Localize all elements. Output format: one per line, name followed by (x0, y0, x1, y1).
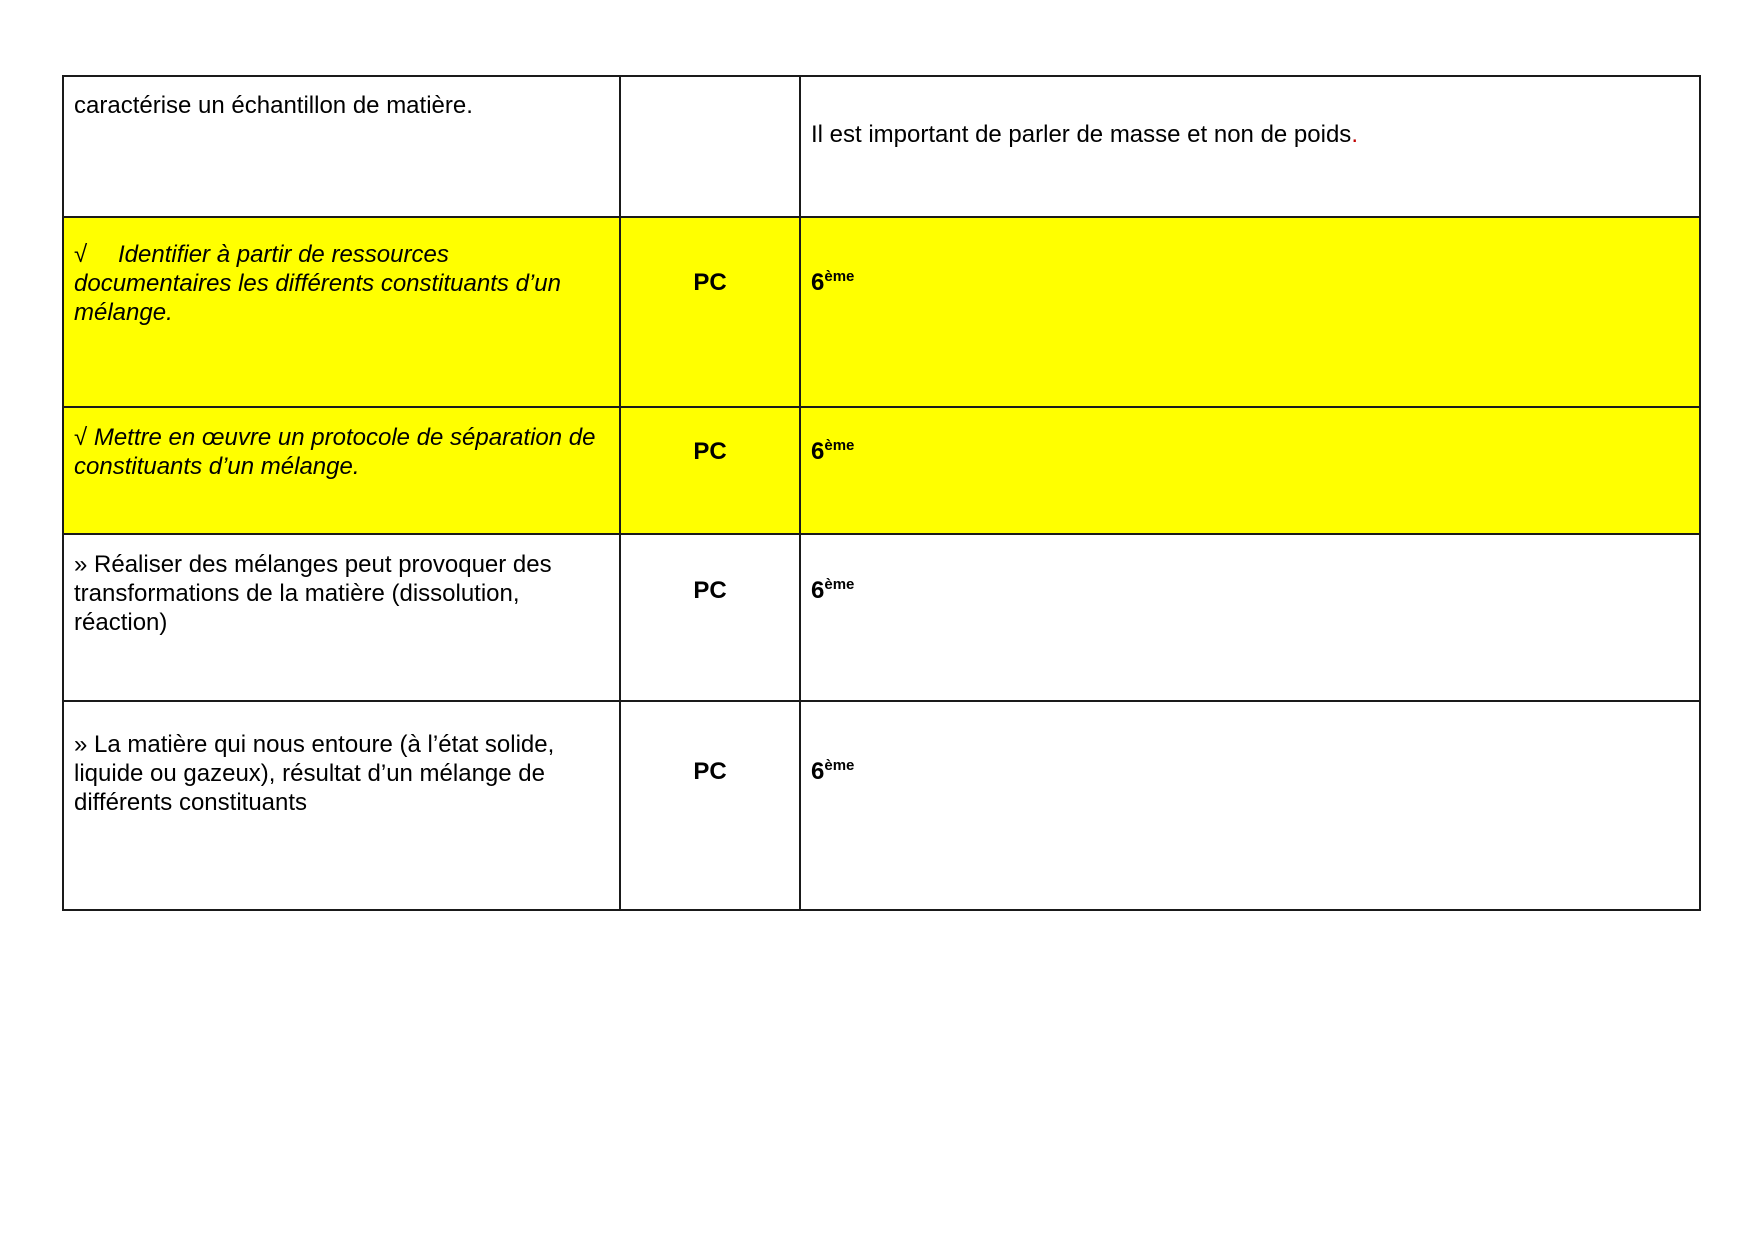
table-row (63, 534, 1700, 701)
grade-cell (800, 534, 1700, 701)
check-mark: √ (74, 424, 88, 451)
table-row (63, 407, 1700, 534)
note-text: Il est important de parler de masse et non de poids (811, 121, 1352, 148)
level-cell (620, 76, 800, 217)
note-cell (800, 76, 1700, 217)
level-text: PC (693, 438, 727, 465)
grade-cell (800, 407, 1700, 534)
grade-text: 6 (811, 269, 825, 296)
competence-text: » Réaliser des mélanges peut provoquer des transformations de la matière (dissolution, réaction) (74, 551, 552, 636)
grade-suffix: ème (824, 576, 855, 593)
level-cell (620, 407, 800, 534)
grade-suffix: ème (824, 437, 855, 454)
table-row (63, 701, 1700, 910)
competence-text: caractérise un échantillon de matière. (74, 92, 473, 119)
grade-text: 6 (811, 577, 825, 604)
competence-cell (63, 76, 620, 217)
level-text: PC (693, 758, 727, 785)
grade-text: 6 (811, 758, 825, 785)
level-text: PC (693, 577, 727, 604)
competence-cell (63, 407, 620, 534)
grade-text: 6 (811, 438, 825, 465)
check-mark: √ (74, 241, 88, 268)
table-row (63, 76, 1700, 217)
level-cell (620, 534, 800, 701)
grade-cell (800, 701, 1700, 910)
competence-text: Mettre en œuvre un protocole de séparation de constituants d’un mélange. (74, 424, 596, 480)
competence-table (62, 75, 1701, 911)
grade-suffix: ème (824, 757, 855, 774)
table-row (63, 217, 1700, 407)
grade-cell (800, 217, 1700, 407)
competence-cell (63, 534, 620, 701)
competence-text: » La matière qui nous entoure (à l’état solide, liquide ou gazeux), résultat d’un mélange de différents constituants (74, 731, 555, 816)
competence-text: Identifier à partir de ressources documentaires les différents constituants d’un mélange. (74, 241, 561, 326)
level-cell (620, 701, 800, 910)
level-cell (620, 217, 800, 407)
grade-suffix: ème (824, 268, 855, 285)
note-end: . (1351, 121, 1358, 148)
competence-cell (63, 701, 620, 910)
competence-cell (63, 217, 620, 407)
level-text: PC (693, 269, 727, 296)
